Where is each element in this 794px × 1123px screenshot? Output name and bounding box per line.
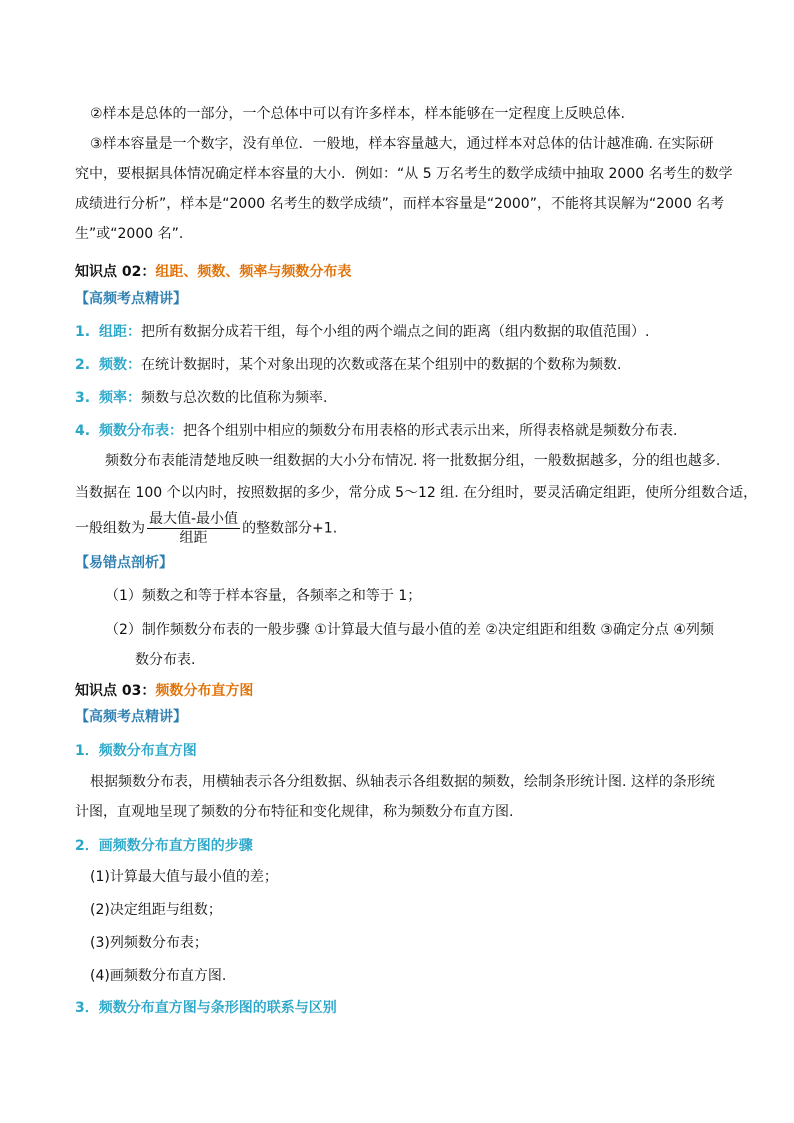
paragraph-histogram-line1: 根据频数分布表，用横轴表示各分组数据、纵轴表示各组数据的频数，绘制条形统计图. 这样的条形统 — [90, 774, 715, 790]
item-text: 在统计数据时，某个对象出现的次数或落在某个组别中的数据的个数称为频数. — [140, 357, 622, 373]
error-point-2-line2: 数分布表. — [135, 652, 196, 668]
section-title: 组距、频数、频率与频数分布表 — [155, 264, 352, 280]
item-number: 3. — [75, 390, 91, 406]
paragraph-sample-size-line4: 生”或“2000 名”. — [75, 226, 184, 242]
paragraph-sample-part: ②样本是总体的一部分，一个总体中可以有许多样本，样本能够在一定程度上反映总体. — [90, 106, 625, 122]
item-number: 2. — [75, 357, 91, 373]
step-item: (3)列频数分布表； — [90, 935, 208, 951]
item-number: 1. — [75, 324, 91, 340]
step-item: (4)画频数分布直方图. — [90, 968, 227, 984]
step-item: (1)计算最大值与最小值的差； — [90, 869, 278, 885]
formula-prefix: 一般组数为 — [75, 520, 145, 537]
section-prefix: 知识点 02： — [75, 264, 156, 280]
formula-suffix: 的整数部分+1. — [242, 520, 338, 537]
item-text: 把各个组别中相应的频数分布用表格的形式表示出来，所得表格就是频数分布表. — [182, 423, 678, 439]
item-number: 4. — [75, 423, 91, 439]
paragraph-table-desc-line3 — [75, 510, 337, 547]
list-item — [75, 421, 677, 441]
paragraph-table-desc-line1: 频数分布表能清楚地反映一组数据的大小分布情况. 将一批数据分组，一般数据越多，分的组也越多. — [105, 453, 721, 469]
error-point-1: （1）频数之和等于样本容量，各频率之和等于 1； — [105, 588, 422, 604]
item-term: 频数： — [98, 357, 141, 373]
list-item — [75, 388, 327, 408]
paragraph-sample-size-line1: ③样本容量是一个数字，没有单位．一般地，样本容量越大，通过样本对总体的估计越准确. 在实际研 — [90, 136, 714, 152]
list-item — [75, 322, 649, 342]
tag-high-frequency: 【高频考点精讲】 — [75, 291, 187, 307]
item-term: 组距： — [98, 324, 141, 340]
section-heading-02 — [75, 262, 351, 282]
subheading-histogram: 1．频数分布直方图 — [75, 743, 197, 759]
item-term: 频率： — [98, 390, 141, 406]
paragraph-sample-size-line3: 成绩进行分析”，样本是“2000 名考生的数学成绩”，而样本容量是“2000”，不能将其误解为“2000 名考 — [75, 196, 725, 212]
item-text: 频数与总次数的比值称为频率. — [140, 390, 328, 406]
group-count-fraction — [147, 510, 240, 547]
section-title: 频数分布直方图 — [155, 683, 254, 699]
subheading-histogram-steps: 2．画频数分布直方图的步骤 — [75, 838, 253, 854]
subheading-histogram-vs-bar: 3．频数分布直方图与条形图的联系与区别 — [75, 1000, 337, 1016]
section-heading-03 — [75, 681, 253, 701]
fraction-numerator: 最大值-最小值 — [149, 511, 239, 527]
error-point-2-line1: （2）制作频数分布表的一般步骤 ①计算最大值与最小值的差 ②决定组距和组数 ③确定分点 ④列频 — [105, 622, 714, 638]
fraction-denominator: 组距 — [179, 530, 208, 546]
section-prefix: 知识点 03： — [75, 683, 156, 699]
paragraph-table-desc-line2: 当数据在 100 个以内时，按照数据的多少，常分成 5～12 组. 在分组时，要灵活确定组距，使所分组数合适， — [75, 485, 758, 501]
item-term: 频数分布表： — [98, 423, 183, 439]
step-item: (2)决定组距与组数； — [90, 902, 222, 918]
tag-error-analysis: 【易错点剖析】 — [75, 555, 173, 571]
list-item — [75, 355, 621, 375]
item-text: 把所有数据分成若干组，每个小组的两个端点之间的距离（组内数据的取值范围）. — [140, 324, 650, 340]
paragraph-histogram-line2: 计图，直观地呈现了频数的分布特征和变化规律，称为频数分布直方图. — [75, 804, 514, 820]
tag-high-frequency: 【高频考点精讲】 — [75, 709, 187, 725]
paragraph-sample-size-line2: 究中，要根据具体情况确定样本容量的大小．例如：“从 5 万名考生的数学成绩中抽取 2000 名考生的数学 — [75, 166, 733, 182]
